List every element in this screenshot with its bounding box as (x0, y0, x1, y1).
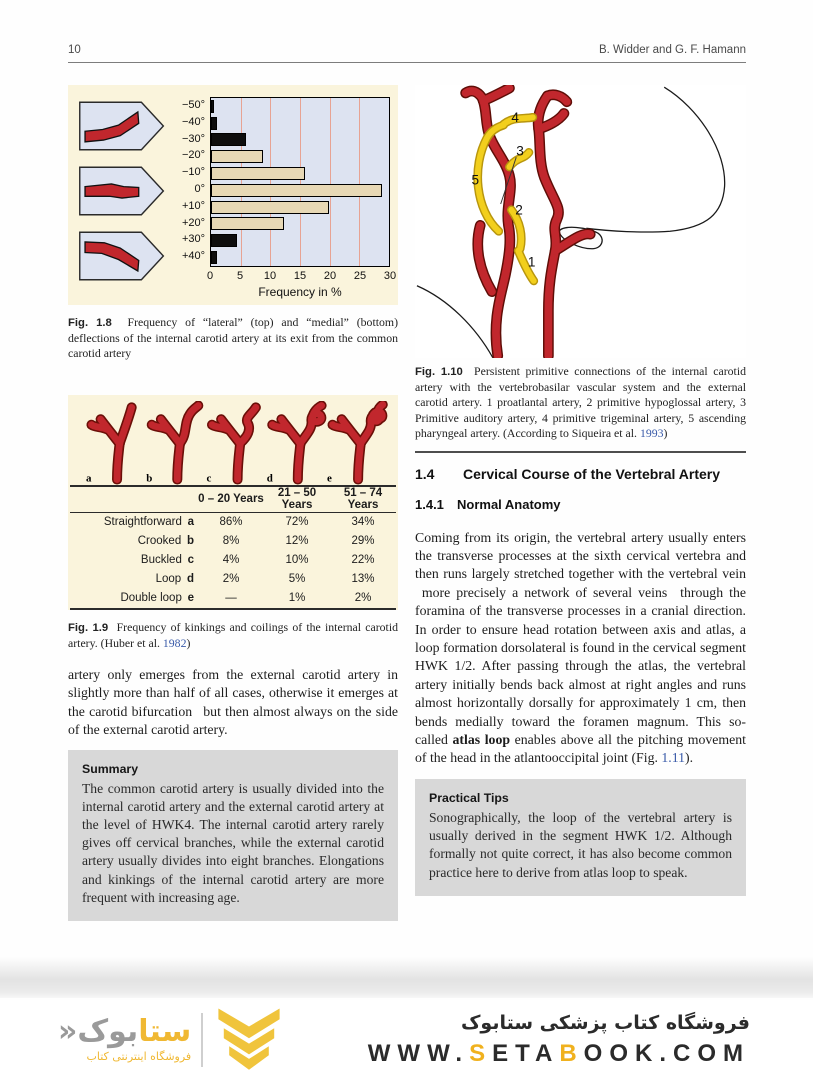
table-column-header: 21 – 50 Years (277, 487, 317, 512)
y-axis-tick-label: −50° (181, 99, 205, 111)
logo-divider (201, 1013, 203, 1067)
bar-−50° (211, 100, 214, 113)
table-cell: 22% (351, 554, 375, 567)
svg-text:b: b (146, 471, 153, 484)
bar-+10° (211, 201, 329, 214)
x-axis-tick-label: 5 (236, 270, 244, 282)
store-url-link[interactable] (368, 1040, 750, 1068)
table-cell: — (225, 592, 237, 605)
kinking-frequency-table (70, 485, 396, 610)
x-axis-tick-label: 25 (353, 270, 367, 282)
table-row (70, 532, 396, 551)
y-axis-tick-label: −40° (181, 115, 205, 128)
pictogram-medial-deflection-icon (78, 230, 166, 282)
x-axis-tick-label: 30 (383, 270, 397, 282)
logo-subtitle-farsi: فروشگاه اینترنتی کتاب (86, 1050, 192, 1063)
table-cell: 8% (222, 535, 240, 548)
bar-−40° (211, 117, 217, 130)
bookstore-footer (0, 1000, 813, 1080)
y-axis-tick-label: +30° (181, 233, 205, 246)
subsection-number: 1.4.1 (415, 496, 444, 512)
x-axis-tick-label: 0 (206, 270, 214, 282)
left-column (68, 85, 398, 921)
table-cell: 34% (351, 516, 375, 529)
row-label: Crooked b (137, 535, 194, 548)
table-row (70, 589, 396, 608)
figure-1-10-label: Fig. 1.10 (415, 366, 463, 378)
marker-1: 1 (527, 254, 536, 270)
artery-variants-illustration (68, 401, 398, 485)
running-head-authors: B. Widder and G. F. Hamann (598, 44, 746, 56)
summary-box (68, 750, 398, 921)
figure-1-8-label: Fig. 1.8 (68, 317, 112, 329)
row-label: Buckled c (140, 554, 194, 567)
table-row (70, 513, 396, 532)
table-cell: 12% (285, 535, 309, 548)
logo-chevron-icon: « (58, 1014, 78, 1049)
row-label: Straightforward a (103, 516, 194, 529)
table-column-header: 0 – 20 Years (198, 493, 264, 506)
section-number: 1.4 (415, 465, 435, 482)
chart-plot (210, 97, 390, 267)
section-title: Cervical Course of the Vertebral Artery (463, 465, 721, 482)
practical-tips-box (415, 779, 746, 896)
y-axis-tick-label: +40° (181, 250, 205, 263)
table-cell: 13% (351, 573, 375, 586)
table-row (70, 551, 396, 570)
store-title-farsi: فروشگاه کتاب پزشکی ستابوک (460, 1012, 750, 1034)
svg-text:d: d (266, 471, 273, 484)
x-axis-tick-label: 20 (323, 270, 337, 282)
left-body-paragraph: artery only emerges from the external carotid artery in slightly more than half of all cases, otherwise it emerges at the carotid bifurcation but then almost always on the side of the external carotid artery. (68, 667, 398, 738)
keyword-atlas-loop: atlas loop (452, 732, 511, 748)
row-label: Double loop e (120, 592, 194, 605)
header-rule (68, 62, 746, 63)
practical-tips-title: Practical Tips (429, 790, 509, 805)
table-cell: 4% (222, 554, 240, 567)
summary-text: The common carotid artery is usually divided into the internal carotid artery and the external carotid artery at the level of HWK4. The internal carotid artery rarely gives off cervical branches, while the external carotid artery usually divides into eight branches. Elongations and kinkings of the internal carotid artery are more frequent with increasing age. (82, 780, 384, 905)
section-divider-rule (415, 451, 746, 453)
bar-+40° (211, 251, 217, 264)
marker-2: 2 (515, 202, 523, 218)
citation-link-siqueira-1993[interactable]: 1993 (639, 425, 664, 440)
url-segment: ETA (492, 1040, 560, 1067)
bar-−10° (211, 167, 305, 180)
y-axis-tick-label: −10° (181, 166, 205, 179)
figure-1-9-kinking-types (68, 395, 398, 610)
table-cell: 10% (285, 554, 309, 567)
table-cell: 2% (222, 573, 240, 586)
svg-text:e: e (327, 471, 332, 484)
x-axis-tick-label: 10 (263, 270, 277, 282)
right-column (415, 85, 746, 896)
shield-chevrons-icon (213, 1008, 285, 1072)
bar-+30° (211, 234, 237, 247)
chart-x-axis-title: Frequency in % (258, 285, 342, 299)
summary-title: Summary (82, 761, 139, 776)
figure-1-10-caption: Fig. 1.10 Persistent primitive connections of the internal carotid artery with the vertebrobasilar vascular system and the external carotid artery. 1 proatlantal artery, 2 primitive hypoglossal artery, 3 Primitive auditory artery, 4 primitive trigeminal artery, 5 ascending pharyngeal artery. (According to Siqueira et al. 1993) (415, 364, 746, 440)
table-row (70, 570, 396, 589)
subsection-heading-1-4-1 (415, 497, 746, 512)
figure-1-9-label: Fig. 1.9 (68, 621, 109, 634)
subsection-title: Normal Anatomy (457, 496, 561, 512)
svg-text:a: a (86, 471, 92, 484)
citation-link-huber-1982[interactable]: 1982 (162, 635, 187, 650)
chart-y-axis-labels (170, 97, 210, 267)
url-segment: WWW. (367, 1040, 470, 1067)
url-segment: S (469, 1040, 493, 1067)
figure-1-8-bar-chart (68, 85, 398, 305)
bar-0° (211, 184, 382, 197)
table-column-header: 51 – 74 Years (343, 487, 383, 512)
url-segment: OOK.COM (583, 1040, 750, 1067)
marker-4: 4 (511, 110, 519, 126)
practical-tips-text: Sonographically, the loop of the vertebral artery is usually derived in the segment HWK 1/2. Although formally not quite correct, it has also become common practice here to derive from atlas loop to speak. (429, 809, 732, 880)
figure-1-9-caption: Fig. 1.9 Frequency of kinkings and coilings of the internal carotid artery. (Huber et al. 1982) (68, 619, 398, 650)
page-header (68, 44, 746, 56)
right-body-paragraph: Coming from its origin, the vertebral artery usually enters the transverse processes at the sixth cervical vertebra and then runs largely stretched together with the vertebral vein more precisely a network of several veins through the foramina of the transverse processes in a cranial direction. In order to ensure head rotation between axis and atlas, a loop formation dorsolateral is found in the cervical segment HWK 1/2. After passing through the atlas, the vertebral artery initially bends back almost at right angles and runs almost horizontally dorsally for approximately 1 cm, then bends medially toward the foramen magnum. This so-called atlas loop enables above all the pitching movement of the head in the atlantooccipital joint (Fig. 1.11). (415, 529, 746, 766)
bar-−30° (211, 133, 246, 146)
table-cell: 1% (288, 592, 306, 605)
figure-1-10-illustration (415, 85, 746, 358)
y-axis-tick-label: −30° (181, 132, 205, 145)
svg-text:c: c (206, 471, 212, 484)
section-heading-1-4 (415, 466, 746, 482)
y-axis-tick-label: +10° (181, 199, 205, 212)
setabook-logo[interactable] (58, 1008, 285, 1072)
chart-area (170, 97, 397, 299)
chart-x-axis-ticks (206, 267, 397, 283)
figure-reference-link-1-11[interactable]: 1.11 (661, 750, 686, 766)
url-segment: B (559, 1040, 584, 1067)
table-cell: 2% (354, 592, 372, 605)
y-axis-tick-label: +20° (181, 216, 205, 229)
table-cell: 72% (285, 516, 309, 529)
pictogram-lateral-deflection-icon (78, 100, 166, 152)
y-axis-tick-label: 0° (194, 182, 205, 195)
table-cell: 5% (288, 573, 306, 586)
setabook-wordmark: ستابوک« (58, 1014, 192, 1049)
table-cell: 29% (351, 535, 375, 548)
row-label: Loop d (155, 573, 194, 586)
page-number: 10 (68, 44, 81, 56)
x-axis-tick-label: 15 (293, 270, 307, 282)
figure-1-8-caption: Fig. 1.8 Frequency of “lateral” (top) and “medial” (bottom) deflections of the internal carotid artery at its exit from the common carotid artery (68, 315, 399, 361)
y-axis-tick-label: −20° (181, 149, 205, 162)
pictogram-straight-course-icon (78, 165, 166, 217)
page-scan-shadow (0, 957, 813, 998)
marker-5: 5 (471, 172, 480, 188)
deflection-pictograms (78, 97, 170, 299)
bar-−20° (211, 150, 263, 163)
table-header-row (70, 487, 396, 513)
marker-3: 3 (516, 143, 524, 159)
table-cell: 86% (219, 516, 243, 529)
bar-+20° (211, 217, 284, 230)
